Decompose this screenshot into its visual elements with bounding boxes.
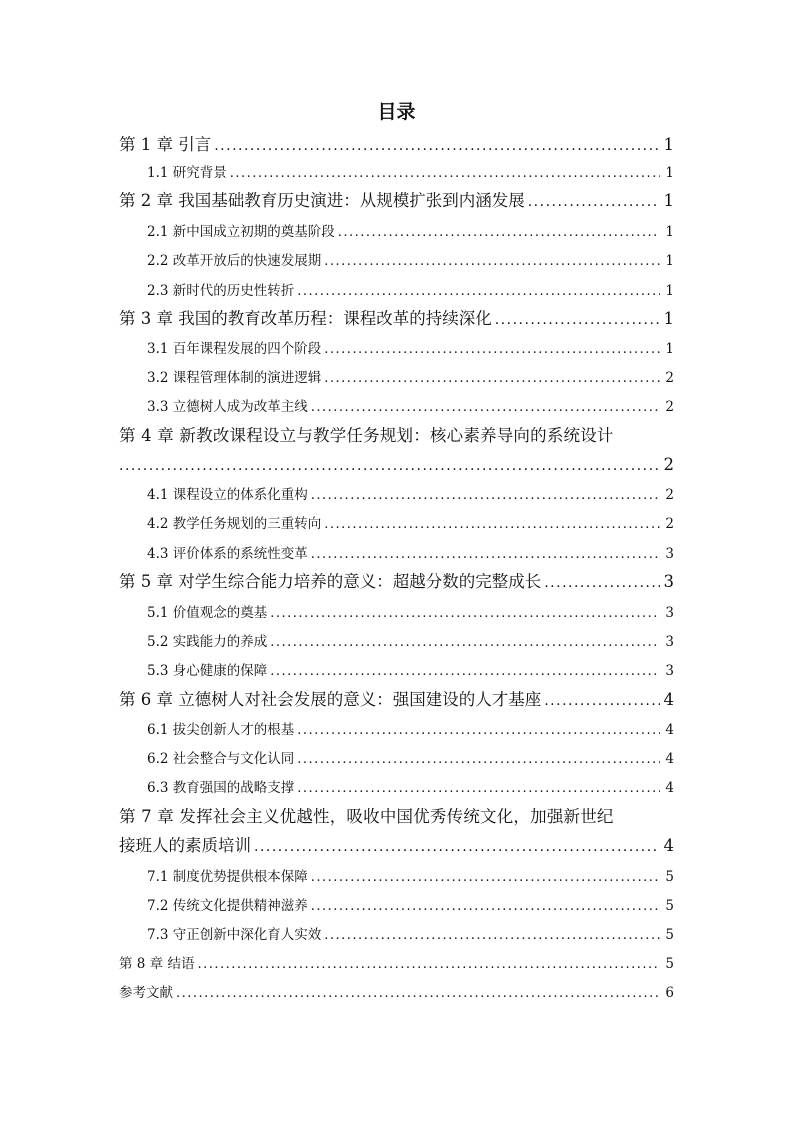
toc-page-number: 1 <box>665 341 674 357</box>
toc-leader-dots <box>311 868 660 888</box>
toc-entry-section-5-3[interactable] <box>147 661 674 681</box>
toc-page-number: 3 <box>665 634 674 650</box>
toc-page-number: 4 <box>663 690 674 709</box>
toc-entry-section-5-1[interactable] <box>147 603 674 623</box>
toc-entry-section-3-2[interactable] <box>147 368 674 388</box>
toc-entry-section-1-1[interactable] <box>147 163 674 183</box>
toc-entry-chapter-3[interactable] <box>119 307 674 331</box>
toc-leader-dots <box>324 369 660 389</box>
toc-entry-label: 第 8 章 结语 <box>119 956 195 972</box>
toc-page-number: 6 <box>665 985 674 1001</box>
toc-page-number: 2 <box>665 487 674 503</box>
toc-leader-dots <box>176 984 660 1004</box>
toc-page-number: 4 <box>663 836 674 855</box>
toc-entry-chapter-2[interactable] <box>119 189 674 213</box>
toc-page-number: 3 <box>665 605 674 621</box>
toc-leader-dots <box>544 571 659 595</box>
toc-page-number: 5 <box>665 869 674 885</box>
toc-entry-label: 第 2 章 我国基础教育历史演进：从规模扩张到内涵发展 <box>119 191 525 210</box>
toc-page-number: 5 <box>665 956 674 972</box>
toc-entry-section-7-2[interactable] <box>147 896 674 916</box>
toc-entry-section-3-3[interactable] <box>147 397 674 417</box>
toc-page-number: 3 <box>663 572 674 591</box>
toc-entry-label: 2.3 新时代的历史性转折 <box>147 283 295 299</box>
toc-leader-dots <box>297 282 660 302</box>
toc-leader-dots <box>254 835 660 859</box>
toc-entry-section-2-3[interactable] <box>147 281 674 301</box>
toc-entry-label: 7.1 制度优势提供根本保障 <box>147 869 308 885</box>
toc-leader-dots <box>197 955 660 975</box>
toc-page-number: 3 <box>665 546 674 562</box>
toc-leader-dots <box>297 721 660 741</box>
toc-entry-label: 1.1 研究背景 <box>147 165 227 181</box>
toc-page-number: 1 <box>663 309 674 328</box>
toc-entry-label: 接班人的素质培训 <box>119 836 251 855</box>
toc-page-number: 2 <box>665 516 674 532</box>
toc-entry-label: 4.1 课程设立的体系化重构 <box>147 487 308 503</box>
toc-leader-dots <box>495 308 660 332</box>
toc-page-number: 1 <box>665 253 674 269</box>
toc-entry-chapter-7-line2[interactable] <box>119 834 674 858</box>
toc-entry-label: 5.2 实践能力的养成 <box>147 634 268 650</box>
toc-entry-section-5-2[interactable] <box>147 632 674 652</box>
toc-entry-label: 5.1 价值观念的奠基 <box>147 605 268 621</box>
toc-page-number: 2 <box>665 370 674 386</box>
toc-leader-dots <box>324 926 660 946</box>
toc-page-number: 4 <box>665 722 674 738</box>
toc-entry-label: 7.2 传统文化提供精神滋养 <box>147 898 308 914</box>
toc-leader-dots <box>338 223 660 243</box>
toc-page-number: 2 <box>665 399 674 415</box>
toc-leader-dots <box>324 515 660 535</box>
toc-entry-section-6-1[interactable] <box>147 720 674 740</box>
toc-page-number: 1 <box>663 135 674 154</box>
toc-entry-label: 6.1 拔尖创新人才的根基 <box>147 722 295 738</box>
toc-entry-label: 6.3 教育强国的战略支撑 <box>147 780 295 796</box>
toc-entry-section-7-1[interactable] <box>147 867 674 887</box>
toc-leader-dots <box>230 164 660 184</box>
toc-leader-dots <box>324 252 660 272</box>
toc-leader-dots <box>324 340 660 360</box>
toc-entry-label: 3.2 课程管理体制的演进逻辑 <box>147 370 322 386</box>
toc-entry-section-4-3[interactable] <box>147 544 674 564</box>
toc-page-number: 5 <box>665 898 674 914</box>
toc-entry-label: 5.3 身心健康的保障 <box>147 663 268 679</box>
toc-leader-dots <box>297 779 660 799</box>
toc-entry-section-6-2[interactable] <box>147 749 674 769</box>
toc-leader-dots <box>311 897 660 917</box>
toc-entry-chapter-5[interactable] <box>119 570 674 594</box>
toc-page-number: 5 <box>665 927 674 943</box>
toc-entry-section-2-2[interactable] <box>147 251 674 271</box>
toc-entry-chapter-8[interactable] <box>119 954 674 974</box>
toc-entry-section-4-2[interactable] <box>147 514 674 534</box>
toc-entry-label: 2.2 改革开放后的快速发展期 <box>147 253 322 269</box>
toc-entry-section-7-3[interactable] <box>147 925 674 945</box>
toc-page-number: 1 <box>665 165 674 181</box>
toc-leader-dots <box>311 486 660 506</box>
toc-entry-references[interactable] <box>119 983 674 1003</box>
toc-page-number: 4 <box>665 751 674 767</box>
toc-leader-dots <box>297 750 660 770</box>
toc-entry-label: 7.3 守正创新中深化育人实效 <box>147 927 322 943</box>
toc-entry-label: 4.3 评价体系的系统性变革 <box>147 546 308 562</box>
toc-page-number: 2 <box>663 455 674 474</box>
toc-page-number: 1 <box>663 191 674 210</box>
toc-page-number: 1 <box>665 283 674 299</box>
toc-page-number: 4 <box>665 780 674 796</box>
toc-entry-label: 第 6 章 立德树人对社会发展的意义：强国建设的人才基座 <box>119 690 542 709</box>
toc-entry-section-4-1[interactable] <box>147 485 674 505</box>
toc-entry-label: 第 3 章 我国的教育改革历程：课程改革的持续深化 <box>119 309 492 328</box>
toc-entry-label: 6.2 社会整合与文化认同 <box>147 751 295 767</box>
toc-leader-dots <box>311 545 660 565</box>
toc-entry-chapter-7-line1[interactable]: 第 7 章 发挥社会主义优越性，吸收中国优秀传统文化，加强新世纪 <box>119 807 614 826</box>
toc-leader-dots <box>119 454 660 478</box>
toc-entry-label: 第 1 章 引言 <box>119 135 212 154</box>
toc-leader-dots <box>270 662 660 682</box>
toc-leader-dots <box>214 134 659 158</box>
toc-leader-dots <box>528 190 660 214</box>
toc-entry-label: 参考文献 <box>119 985 173 1001</box>
toc-entry-section-3-1[interactable] <box>147 339 674 359</box>
toc-entry-label: 4.2 教学任务规划的三重转向 <box>147 516 322 532</box>
toc-entry-chapter-6[interactable] <box>119 688 674 712</box>
toc-page-number: 1 <box>665 224 674 240</box>
toc-page-number: 3 <box>665 663 674 679</box>
toc-entry-label: 2.1 新中国成立初期的奠基阶段 <box>147 224 335 240</box>
toc-entry-label: 3.3 立德树人成为改革主线 <box>147 399 308 415</box>
toc-entry-chapter-4-line2[interactable] <box>119 453 674 477</box>
toc-entry-section-6-3[interactable] <box>147 778 674 798</box>
toc-leader-dots <box>270 604 660 624</box>
toc-entry-label: 3.1 百年课程发展的四个阶段 <box>147 341 322 357</box>
toc-entry-chapter-1[interactable] <box>119 133 674 157</box>
toc-leader-dots <box>270 633 660 653</box>
toc-title: 目录 <box>377 101 416 123</box>
toc-entry-label: 第 5 章 对学生综合能力培养的意义：超越分数的完整成长 <box>119 572 542 591</box>
toc-entry-section-2-1[interactable] <box>147 222 674 242</box>
toc-entry-chapter-4-line1[interactable]: 第 4 章 新教改课程设立与教学任务规划：核心素养导向的系统设计 <box>119 426 614 445</box>
toc-leader-dots <box>311 398 660 418</box>
toc-leader-dots <box>544 689 659 713</box>
